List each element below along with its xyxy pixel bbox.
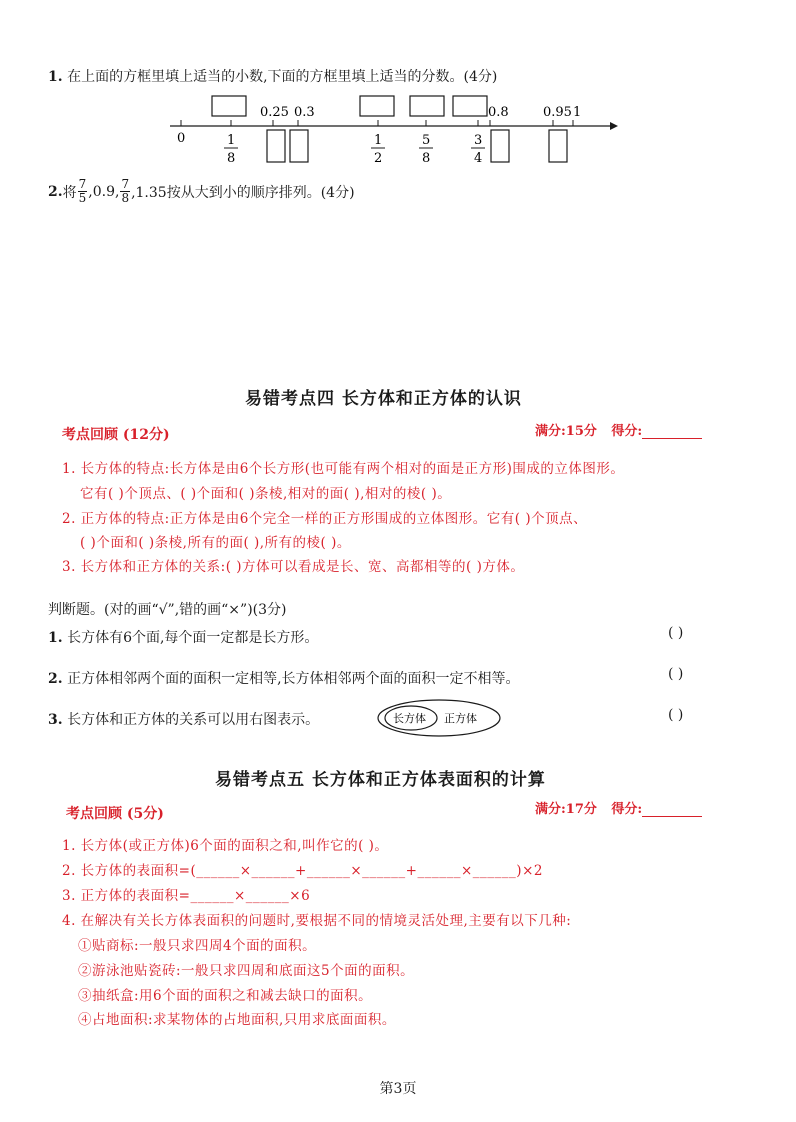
tick-label-zero: 0	[177, 131, 186, 146]
review-line: ①贴商标:一般只求四周4个面的面积。	[78, 938, 317, 954]
answer-paren[interactable]: ( )	[668, 625, 684, 641]
score-box	[535, 420, 702, 439]
question-number: 1.	[48, 69, 63, 85]
tick-label-top: 0.95	[543, 105, 572, 120]
review-line: 它有( )个顶点、( )个面和( )条棱,相对的面( ),相对的棱( )。	[80, 486, 452, 502]
question-number: 2.	[48, 183, 63, 200]
question-number: 1.	[48, 630, 63, 646]
got-score-label: 得分:	[611, 424, 643, 439]
answer-box-bottom[interactable]	[267, 130, 285, 162]
review-line: 3. 长方体和正方体的关系:( )方体可以看成是长、宽、高都相等的( )方体。	[62, 559, 525, 575]
judge-item	[48, 668, 520, 688]
full-score: 满分:17分	[535, 802, 597, 817]
review-line: 1. 长方体(或正方体)6个面的面积之和,叫作它的( )。	[62, 838, 389, 854]
review-label: 考点回顾 (5分)	[66, 806, 164, 822]
fraction-numerator: 1	[227, 133, 236, 148]
answer-box-bottom[interactable]	[549, 130, 567, 162]
question-number: 3.	[48, 712, 63, 728]
fraction-denominator: 8	[227, 151, 236, 166]
inner-label: 长方体	[393, 712, 426, 725]
got-score-label: 得分:	[611, 802, 643, 817]
question-text-prefix: 将	[62, 184, 77, 201]
relation-diagram	[376, 698, 502, 738]
tick-label-top: 0.25	[260, 105, 289, 120]
question-text: 长方体和正方体的关系可以用右图表示。	[67, 712, 320, 728]
fraction-numerator: 5	[422, 133, 431, 148]
outer-label: 正方体	[444, 712, 477, 725]
review-line: ③抽纸盒:用6个面的面积之和减去缺口的面积。	[78, 988, 373, 1004]
tick-label-top: 0.8	[488, 105, 509, 120]
fraction-denominator: 8	[121, 191, 130, 205]
review-line: ④占地面积:求某物体的占地面积,只用求底面面积。	[78, 1012, 396, 1028]
question-number: 2.	[48, 671, 63, 687]
question-text: 正方体相邻两个面的面积一定相等,长方体相邻两个面的面积一定不相等。	[67, 671, 520, 687]
answer-box-top[interactable]	[212, 96, 246, 116]
page-number: 第3页	[379, 1081, 417, 1097]
answer-paren[interactable]: ( )	[668, 666, 684, 682]
judge-item	[48, 627, 318, 647]
score-blank[interactable]	[642, 803, 702, 817]
review-line: 2. 长方体的表面积=(______×______+______×______+______×______)×2	[62, 863, 543, 879]
number-line	[160, 92, 620, 172]
review-line: 3. 正方体的表面积=______×______×6	[62, 888, 311, 904]
answer-box-top[interactable]	[453, 96, 487, 116]
review-label: 考点回顾 (12分)	[62, 427, 170, 443]
full-score: 满分:15分	[535, 424, 597, 439]
fraction-denominator: 8	[422, 151, 431, 166]
score-box	[535, 798, 702, 817]
section-title: 易错考点四 长方体和正方体的认识	[245, 389, 522, 409]
fraction-numerator: 7	[78, 177, 87, 191]
fraction	[120, 178, 130, 205]
answer-box-bottom[interactable]	[290, 130, 308, 162]
review-line: 1. 长方体的特点:长方体是由6个长方形(也可能有两个相对的面是正方形)围成的立体图形。	[62, 461, 625, 477]
judge-title: 判断题。(对的画“√”,错的画“×”)(3分)	[48, 602, 287, 618]
score-blank[interactable]	[642, 425, 702, 439]
fraction-numerator: 3	[474, 133, 483, 148]
review-line: 4. 在解决有关长方体表面积的问题时,要根据不同的情境灵活处理,主要有以下几种:	[62, 913, 572, 929]
answer-box-bottom[interactable]	[491, 130, 509, 162]
question-text-suffix: ,1.35按从大到小的顺序排列。(4分)	[131, 184, 355, 201]
answer-box-top[interactable]	[410, 96, 444, 116]
answer-paren[interactable]: ( )	[668, 707, 684, 723]
fraction-denominator: 5	[78, 191, 87, 205]
question-text: 长方体有6个面,每个面一定都是长方形。	[67, 630, 319, 646]
question-text: 在上面的方框里填上适当的小数,下面的方框里填上适当的分数。(4分)	[67, 69, 498, 85]
tick-label-top: 0.3	[294, 105, 315, 120]
fraction-numerator: 7	[121, 177, 130, 191]
review-line: ②游泳池贴瓷砖:一般只求四周和底面这5个面的面积。	[78, 963, 415, 979]
review-line: 2. 正方体的特点:正方体是由6个完全一样的正方形围成的立体图形。它有( )个顶点、	[62, 511, 588, 527]
question-text-mid: ,0.9,	[88, 183, 120, 200]
question-2	[48, 178, 355, 205]
review-line: ( )个面和( )条棱,所有的面( ),所有的棱( )。	[80, 535, 351, 551]
section-title: 易错考点五 长方体和正方体表面积的计算	[215, 770, 546, 790]
fraction-denominator: 4	[474, 151, 483, 166]
question-1	[48, 66, 497, 86]
tick-label-one: 1	[573, 105, 582, 120]
fraction-numerator: 1	[374, 133, 383, 148]
answer-box-top[interactable]	[360, 96, 394, 116]
fraction-denominator: 2	[374, 151, 383, 166]
judge-item	[48, 709, 319, 729]
axis-arrow	[610, 122, 618, 130]
fraction	[78, 178, 88, 205]
